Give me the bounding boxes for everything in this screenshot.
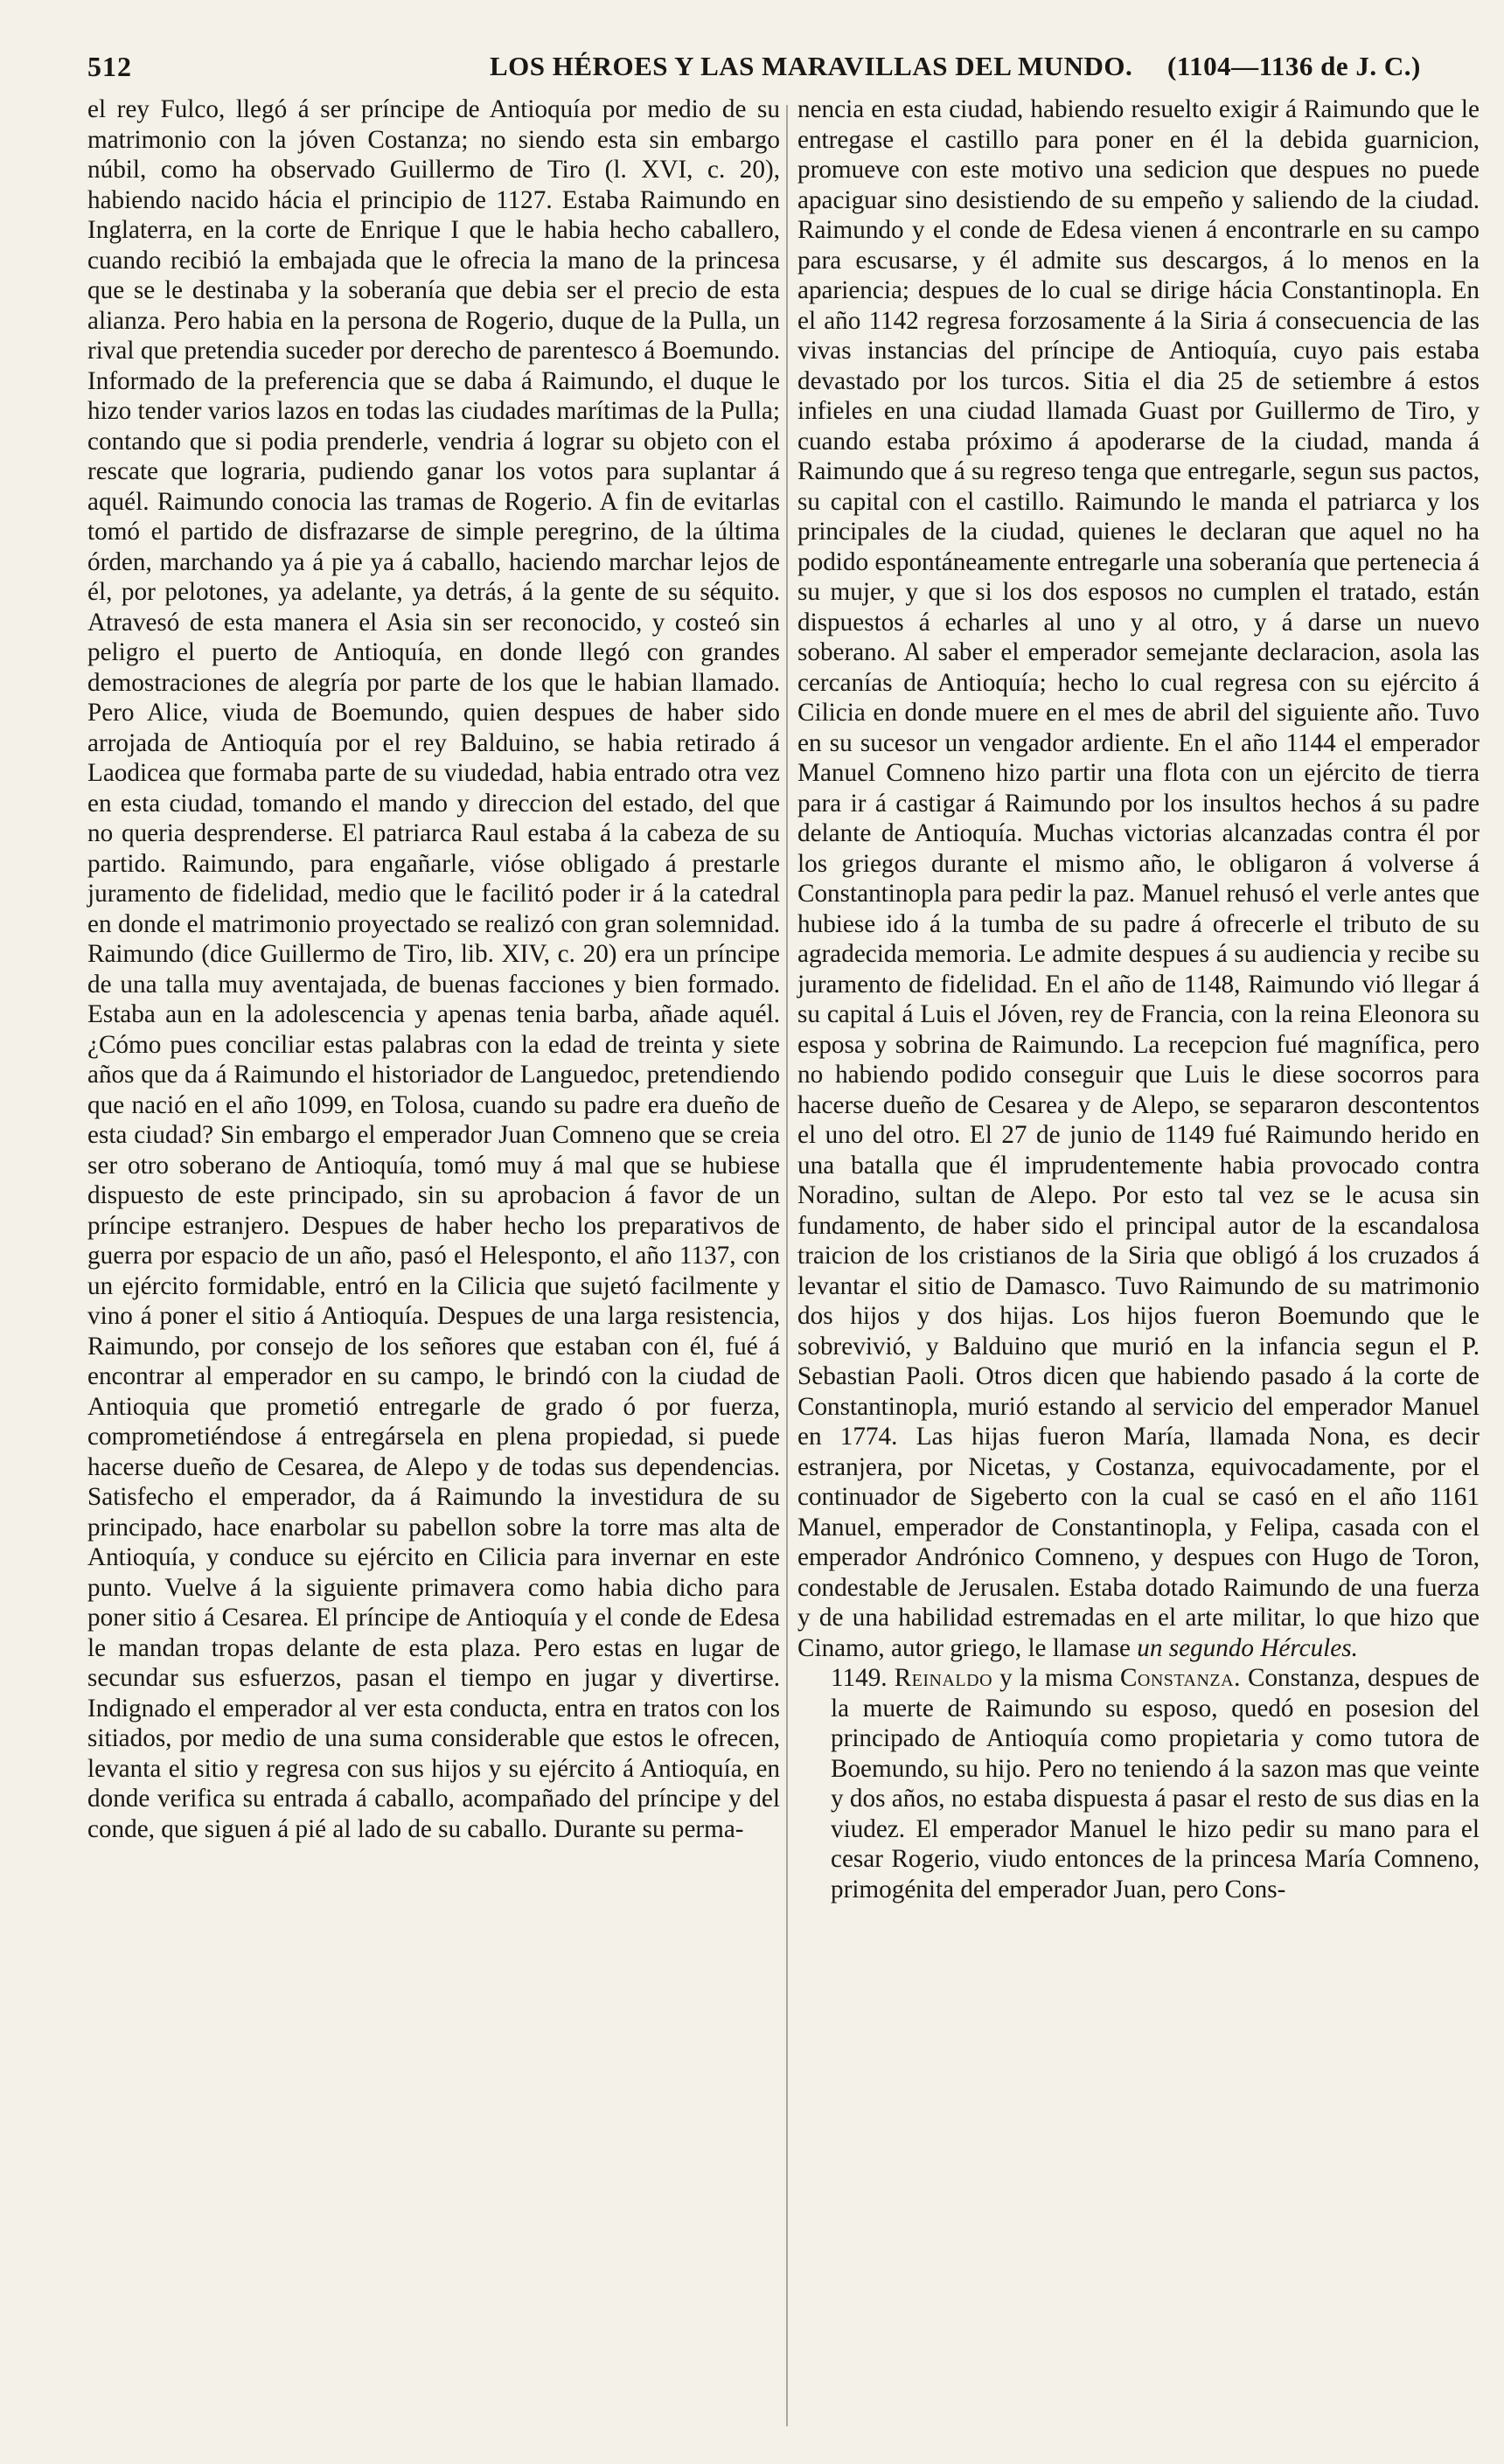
page-header <box>0 51 1504 87</box>
right-column <box>797 94 1480 1904</box>
right-column-main-text: nencia en esta ciudad, habiendo resuelto exigir á Raimundo que le entregase el castillo para poner en él la debida guarnicion, promueve con este motivo una sedicion que despues no puede apaciguar sino desistiendo de su empeño y saliendo de la ciudad. Raimundo y el conde de Edesa vienen á encontrarle en su campo para escusarse, y él admite sus descargos, á lo menos en la apariencia; despues de lo cual se dirige hácia Constantinopla. En el año 1142 regresa forzosamente á la Siria á consecuencia de las vivas instancias del príncipe de Antioquía, cuyo pais estaba devastado por los turcos. Sitia el dia 25 de setiembre á estos infieles en una ciudad llamada Guast por Guillermo de Tiro, y cuando estaba próximo á apoderarse de la ciudad, manda á Raimundo que á su regreso tenga que entregarle, segun sus pactos, su capital con el castillo. Raimundo le manda el patriarca y los principales de la ciudad, quienes le declaran que aquel no ha podido espontáneamente entregarle una soberanía que pertenecia á su mujer, y que si los dos esposos no cumplen el tratado, están dispuestos á echarles al uno y al otro, y á darse un nuevo soberano. Al saber el emperador semejante declaracion, asola las cercanías de Antioquía; hecho lo cual regresa con su ejército á Cilicia en donde muere en el mes de abril del siguiente año. Tuvo en su sucesor un vengador ardiente. En el año 1144 el emperador Manuel Comneno hizo partir una flota con un ejército de tierra para ir á castigar á Raimundo por los insultos hechos á su padre delante de Antioquía. Muchas victorias alcanzadas contra él por los griegos durante el mismo año, le obligaron á volverse á Constantinopla para pedir la paz. Manuel rehusó el verle antes que hubiese ido á la tumba de su padre á ofrecerle el tributo de su agradecida memoria. Le admite despues á su audiencia y recibe su juramento de fidelidad. En el año de 1148, Raimundo vió llegar á su capital á Luis el Jóven, rey de Francia, con la reina Eleonora su esposa y sobrina de Raimundo. La recepcion fué magnífica, pero no habiendo podido conseguir que Luis le diese socorros para hacerse dueño de Cesarea y de Alepo, se separaron descontentos el uno del otro. El 27 de junio de 1149 fué Raimundo herido en una batalla que él imprudentemente habia provocado contra Noradino, sultan de Alepo. Por esto tal vez se le acusa sin fundamento, de haber sido el principal autor de la escandalosa traicion de los cristianos de la Siria que obligó á los cruzados á levantar el sitio de Damasco. Tuvo Raimundo de su matrimonio dos hijos y dos hijas. Los hijos fueron Boemundo que le sobrevivió, y Balduino que murió en la infancia segun el P. Sebastian Paoli. Otros dicen que habiendo pasado á la corte de Constantinopla, murió estando al servicio del emperador Manuel en 1774. Las hijas fueron María, llamada Nona, es decir estranjera, por Nicetas, y Costanza, equivocadamente, por el continuador de Sigeberto con la cual se casó en el año 1161 Manuel, emperador de Constantinopla, y Felipa, casada con el emperador Andrónico Comneno, y despues con Hugo de Toron, condestable de Jerusalen. Estaba dotado Raimundo de una fuerza y de una habilidad estremadas en el arte militar, lo que hizo que Cinamo, autor griego, le llamase <box>797 95 1480 1662</box>
section-year: 1149. <box>831 1664 888 1692</box>
section-connector: y la misma <box>992 1664 1120 1692</box>
section-paragraph <box>797 1663 1480 1904</box>
right-column-text <box>797 94 1480 1663</box>
epithet-italic: un segundo Hércules. <box>1137 1633 1358 1662</box>
section-text: Constanza, despues de la muerte de Raimundo su esposo, quedó en posesion del principado de Antioquía como propietaria y como tutora de Boemundo, su hijo. Pero no teniendo á la sazon mas que veinte y dos años, no estaba dispuesta á pasar el resto de sus dias en la viudez. El emperador Manuel le hizo pedir su mano para el cesar Rogerio, viudo entonces de la princesa María Comneno, primogénita del emperador Juan, pero Cons- <box>831 1664 1480 1904</box>
section-name-reinaldo: Reinaldo <box>894 1664 993 1692</box>
date-range: (1104—1136 de J. C.) <box>1167 51 1421 81</box>
page-number: 512 <box>87 51 132 82</box>
section-name-constanza: Constanza. <box>1119 1664 1241 1692</box>
left-column <box>87 94 780 1844</box>
running-title: LOS HÉROES Y LAS MARAVILLAS DEL MUNDO. <box>490 51 1133 81</box>
left-column-text: el rey Fulco, llegó á ser príncipe de Antioquía por medio de su matrimonio con la jóven Costanza; no siendo esta sin embargo núbil, como ha observado Guillermo de Tiro (l. XVI, c. 20), habiendo nacido hácia el principio de 1127. Estaba Raimundo en Inglaterra, en la corte de Enrique I que le habia hecho caballero, cuando recibió la embajada que le ofrecia la mano de la princesa que se le destinaba y la soberanía que debia ser el precio de esta alianza. Pero habia en la persona de Rogerio, duque de la Pulla, un rival que pretendia suceder por derecho de parentesco á Boemundo. Informado de la preferencia que se daba á Raimundo, el duque le hizo tender varios lazos en todas las ciudades marítimas de la Pulla; contando que si podia prenderle, vendria á lograr su objeto con el rescate que lograria, pudiendo ganar los votos para suplantar á aquél. Raimundo conocia las tramas de Rogerio. A fin de evitarlas tomó el partido de disfrazarse de simple peregrino, de la última órden, marchando ya á pie ya á caballo, haciendo marchar lejos de él, por pelotones, ya adelante, ya detrás, á la gente de su séquito. Atravesó de esta manera el Asia sin ser reconocido, y costeó sin peligro el puerto de Antioquía, en donde llegó con grandes demostraciones de alegría por parte de los que le habian llamado. Pero Alice, viuda de Boemundo, quien despues de haber sido arrojada de Antioquía por el rey Balduino, se habia retirado á Laodicea que formaba parte de su viudedad, habia entrado otra vez en esta ciudad, tomando el mando y direccion del estado, del que no queria desprenderse. El patriarca Raul estaba á la cabeza de su partido. Raimundo, para engañarle, vióse obligado á prestarle juramento de fidelidad, medio que le facilitó poder ir á la catedral en donde el matrimonio proyectado se realizó con gran solemnidad. Raimundo (dice Guillermo de Tiro, lib. XIV, c. 20) era un príncipe de una talla muy aventajada, de buenas facciones y bien formado. Estaba aun en la adolescencia y apenas tenia barba, añade aquél. ¿Cómo pues conciliar estas palabras con la edad de treinta y siete años que da á Raimundo el historiador de Languedoc, pretendiendo que nació en el año 1099, en Tolosa, cuando su padre era dueño de esta ciudad? Sin embargo el emperador Juan Comneno que se creia ser otro soberano de Antioquía, tomó muy á mal que se hubiese dispuesto de este principado, sin su aprobacion á favor de un príncipe estranjero. Despues de haber hecho los preparativos de guerra por espacio de un año, pasó el Helesponto, el año 1137, con un ejército formidable, entró en la Cilicia que sujetó facilmente y vino á poner el sitio á Antioquía. Despues de una larga resistencia, Raimundo, por consejo de los señores que estaban con él, fué á encontrar al emperador en su campo, le brindó con la ciudad de Antioquia que prometió entregarle de grado ó por fuerza, comprometiéndose á entregársela en plena propiedad, si puede hacerse dueño de Cesarea, de Alepo y de todas sus dependencias. Satisfecho el emperador, da á Raimundo la investidura de su principado, hace enarbolar su pabellon sobre la torre mas alta de Antioquía, y conduce su ejército en Cilicia para invernar en este punto. Vuelve á la siguiente primavera como habia dicho para poner sitio á Cesarea. El príncipe de Antioquía y el conde de Edesa le mandan tropas delante de esta plaza. Pero estas en lugar de secundar sus esfuerzos, pasan el tiempo en jugar y divertirse. Indignado el emperador al ver esta conducta, entra en tratos con los sitiados, por medio de una suma considerable que estos le ofrecen, levanta el sitio y regresa con sus hijos y su ejército á Antioquía, en donde verifica su entrada á caballo, acompañado del príncipe y del conde, que siguen á pié al lado de su caballo. Durante su perma- <box>87 95 780 1843</box>
column-divider <box>786 105 788 2426</box>
